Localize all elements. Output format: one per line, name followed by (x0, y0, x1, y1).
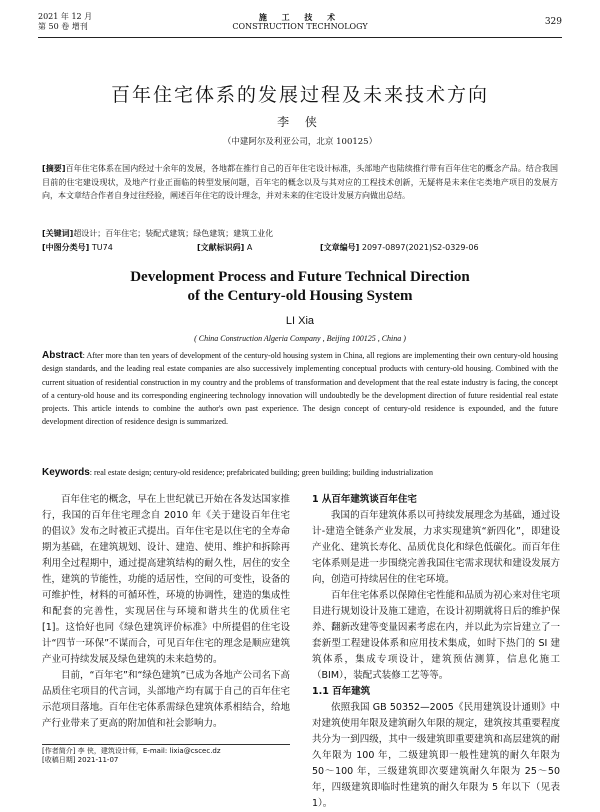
abstract-en-label: Abstract (42, 350, 83, 361)
title-en-line2: of the Century-old Housing System (187, 288, 413, 304)
doc-value: A (246, 243, 253, 252)
keywords-en (42, 467, 558, 478)
body-paragraph: 百年住宅体系以保障住宅性能和品质为初心来对住宅项目进行规划设计及施工建造，在设计初期就将日后的维护保养、翻新改建等变量因素考虑在内，并以此为宗旨建立了一套新型工程建设体系和应用技术集成，如时下热门的 SI 建筑体系，集成专项设计，建筑预估测算，信息化施工（BIM），装配式装修工艺等等。 (312, 590, 560, 681)
author-cn: 李 侠 (277, 115, 323, 129)
abstract-cn (42, 162, 558, 203)
journal-name (38, 12, 562, 32)
abstract-cn-label: [摘要] (42, 164, 66, 173)
body-column-left (42, 492, 290, 732)
keywords-en-label: Keywords (42, 467, 90, 478)
article-value: 2097-0897(2021)S2-0329-06 (361, 243, 479, 252)
keywords-en-text: : real estate design; century-old residence; prefabricated building; green building; building industrialization (89, 468, 434, 477)
issue-date: 2021 年 12 月 (38, 12, 93, 21)
body-paragraph: 依照我国 GB 50352—2005《民用建筑设计通则》中对建筑使用年限及建筑耐久年限的规定，建筑按其重要程度共分为一到四级，其中一级建筑即重要建筑和高层建筑的耐久年限为 100 年，二级建筑即一般性建筑的耐久年限为 50～100 年，三级建筑即次要建筑耐久年限为 25～50 年，四级建筑即临时性建筑的耐久年限为 5 年以下（见表 1）。 (312, 702, 560, 809)
keywords-cn (42, 228, 558, 239)
body-paragraph: 百年住宅的概念，早在上世纪就已开始在各发达国家推行，我国的百年住宅理念自 2010 年《关于建设百年住宅的倡议》发布之时被正式提出。百年住宅是以住宅的全寿命期为基础，在建筑规划、设计、建造、使用、维护和拆除再利用全过程期中，通过提高建筑结构的耐久性，居住的安全性，建筑的节能性，功能的适居性，空间的可变性，设备的可维护性，材料的可循环性，环境的协调性，建造的集成性和配套的完善性，实现居住与环境和谐共生的优质住宅[1]。这恰好也同《绿色建筑评价标准》中所提倡的住宅设计“四节一环保”不谋而合，可见百年住宅的理念是顺应建筑产业可持续发展及绿色建筑的未来趋势的。 (42, 494, 290, 665)
body-paragraph: 目前，“百年宅”和“绿色建筑”已成为各地产公司名下高品质住宅项目的代言词，头部地产均有属于自己的百年住宅示范项目落地。百年住宅体系需绿色建筑体系相结合，给地产行业带来了更高的附加值和社会影响力。 (42, 670, 290, 729)
journal-name-en: CONSTRUCTION TECHNOLOGY (232, 22, 368, 31)
keywords-cn-label: [关键词] (42, 229, 74, 238)
author-en: LI Xia (285, 315, 315, 327)
title-en (0, 268, 600, 306)
journal-name-cn: 施 工 技 术 (258, 12, 342, 22)
affiliation-en: ( China Construction Algeria Company , Beijing 100125 , China ) (194, 334, 406, 343)
issue-volume: 第 50 卷 增刊 (38, 22, 88, 31)
page-number: 329 (544, 17, 562, 27)
title-cn: 百年住宅体系的发展过程及未来技术方向 (110, 84, 489, 106)
doc-code (197, 242, 252, 253)
abstract-en-text: : After more than ten years of development of the century-old housing system in China, all regions are implementing their own century-old housing design standards, and the leading real estate companies are also successively implementing conceptual products with century-old housing. Combined with the current situation of residential construction in my country and the problems of transformation and development that the real estate industry is facing, the concept of a century-old house and its corresponding engineering technology innovation will undoubtedly be the development direction of future residential real estate projects. This article intends to combine the author's own past experience. The design concept of century-old residence is expounded, and the future development direction of residence design is summarized. (42, 351, 558, 427)
keywords-cn-text: 超设计；百年住宅；装配式建筑；绿色建筑；建筑工业化 (73, 229, 274, 238)
clc-label: [中图分类号] (42, 243, 90, 252)
article-label: [文章编号] (320, 243, 360, 252)
article-code (320, 242, 479, 253)
clc-code (42, 242, 113, 253)
abstract-cn-text: 百年住宅体系在国内经过十余年的发展，各地都在推行自己的百年住宅设计标准，头部地产也陆续推行带有百年住宅的概念产品。结合我国目前的住宅建设现状，及地产行业正面临的转型发展问题，百年宅的概念以及与其对应的工程技术创新，无疑将是未来住宅类地产项目的发展方向，本文章结合作者自身过往经验，阐述百年住宅的设计理念，并对未来的住宅设计发展方向做出总结。 (42, 164, 559, 200)
doc-label: [文献标识码] (197, 243, 245, 252)
footnote (42, 744, 290, 765)
abstract-en (42, 349, 558, 429)
author-bio: [作者简介] 李 侠，建筑设计师，E-mail: lixia@cscec.dz (42, 747, 221, 755)
body-paragraph: 我国的百年建筑体系以可持续发展理念为基础，通过设计-建造全链条产业发展，力求实现建筑“新四化”，即建设产业化、建筑长寿化、品质优良化和绿色低碳化。而百年住宅体系则是进一步围绕完善我国住宅需求现状和建设发展方向，创造可持续居住的住宅环境。 (312, 510, 560, 585)
running-header (38, 12, 562, 38)
clc-value: TU74 (91, 243, 113, 252)
section-heading-1-1: 1.1 百年建筑 (312, 686, 371, 697)
title-en-line1: Development Process and Future Technical Direction (130, 269, 470, 285)
affiliation-cn: （中建阿尔及利亚公司，北京 100125） (222, 137, 378, 147)
received-date: [收稿日期] 2021-11-07 (42, 756, 119, 764)
body-column-right (312, 492, 560, 812)
section-heading-1: 1 从百年建筑谈百年住宅 (312, 494, 417, 505)
